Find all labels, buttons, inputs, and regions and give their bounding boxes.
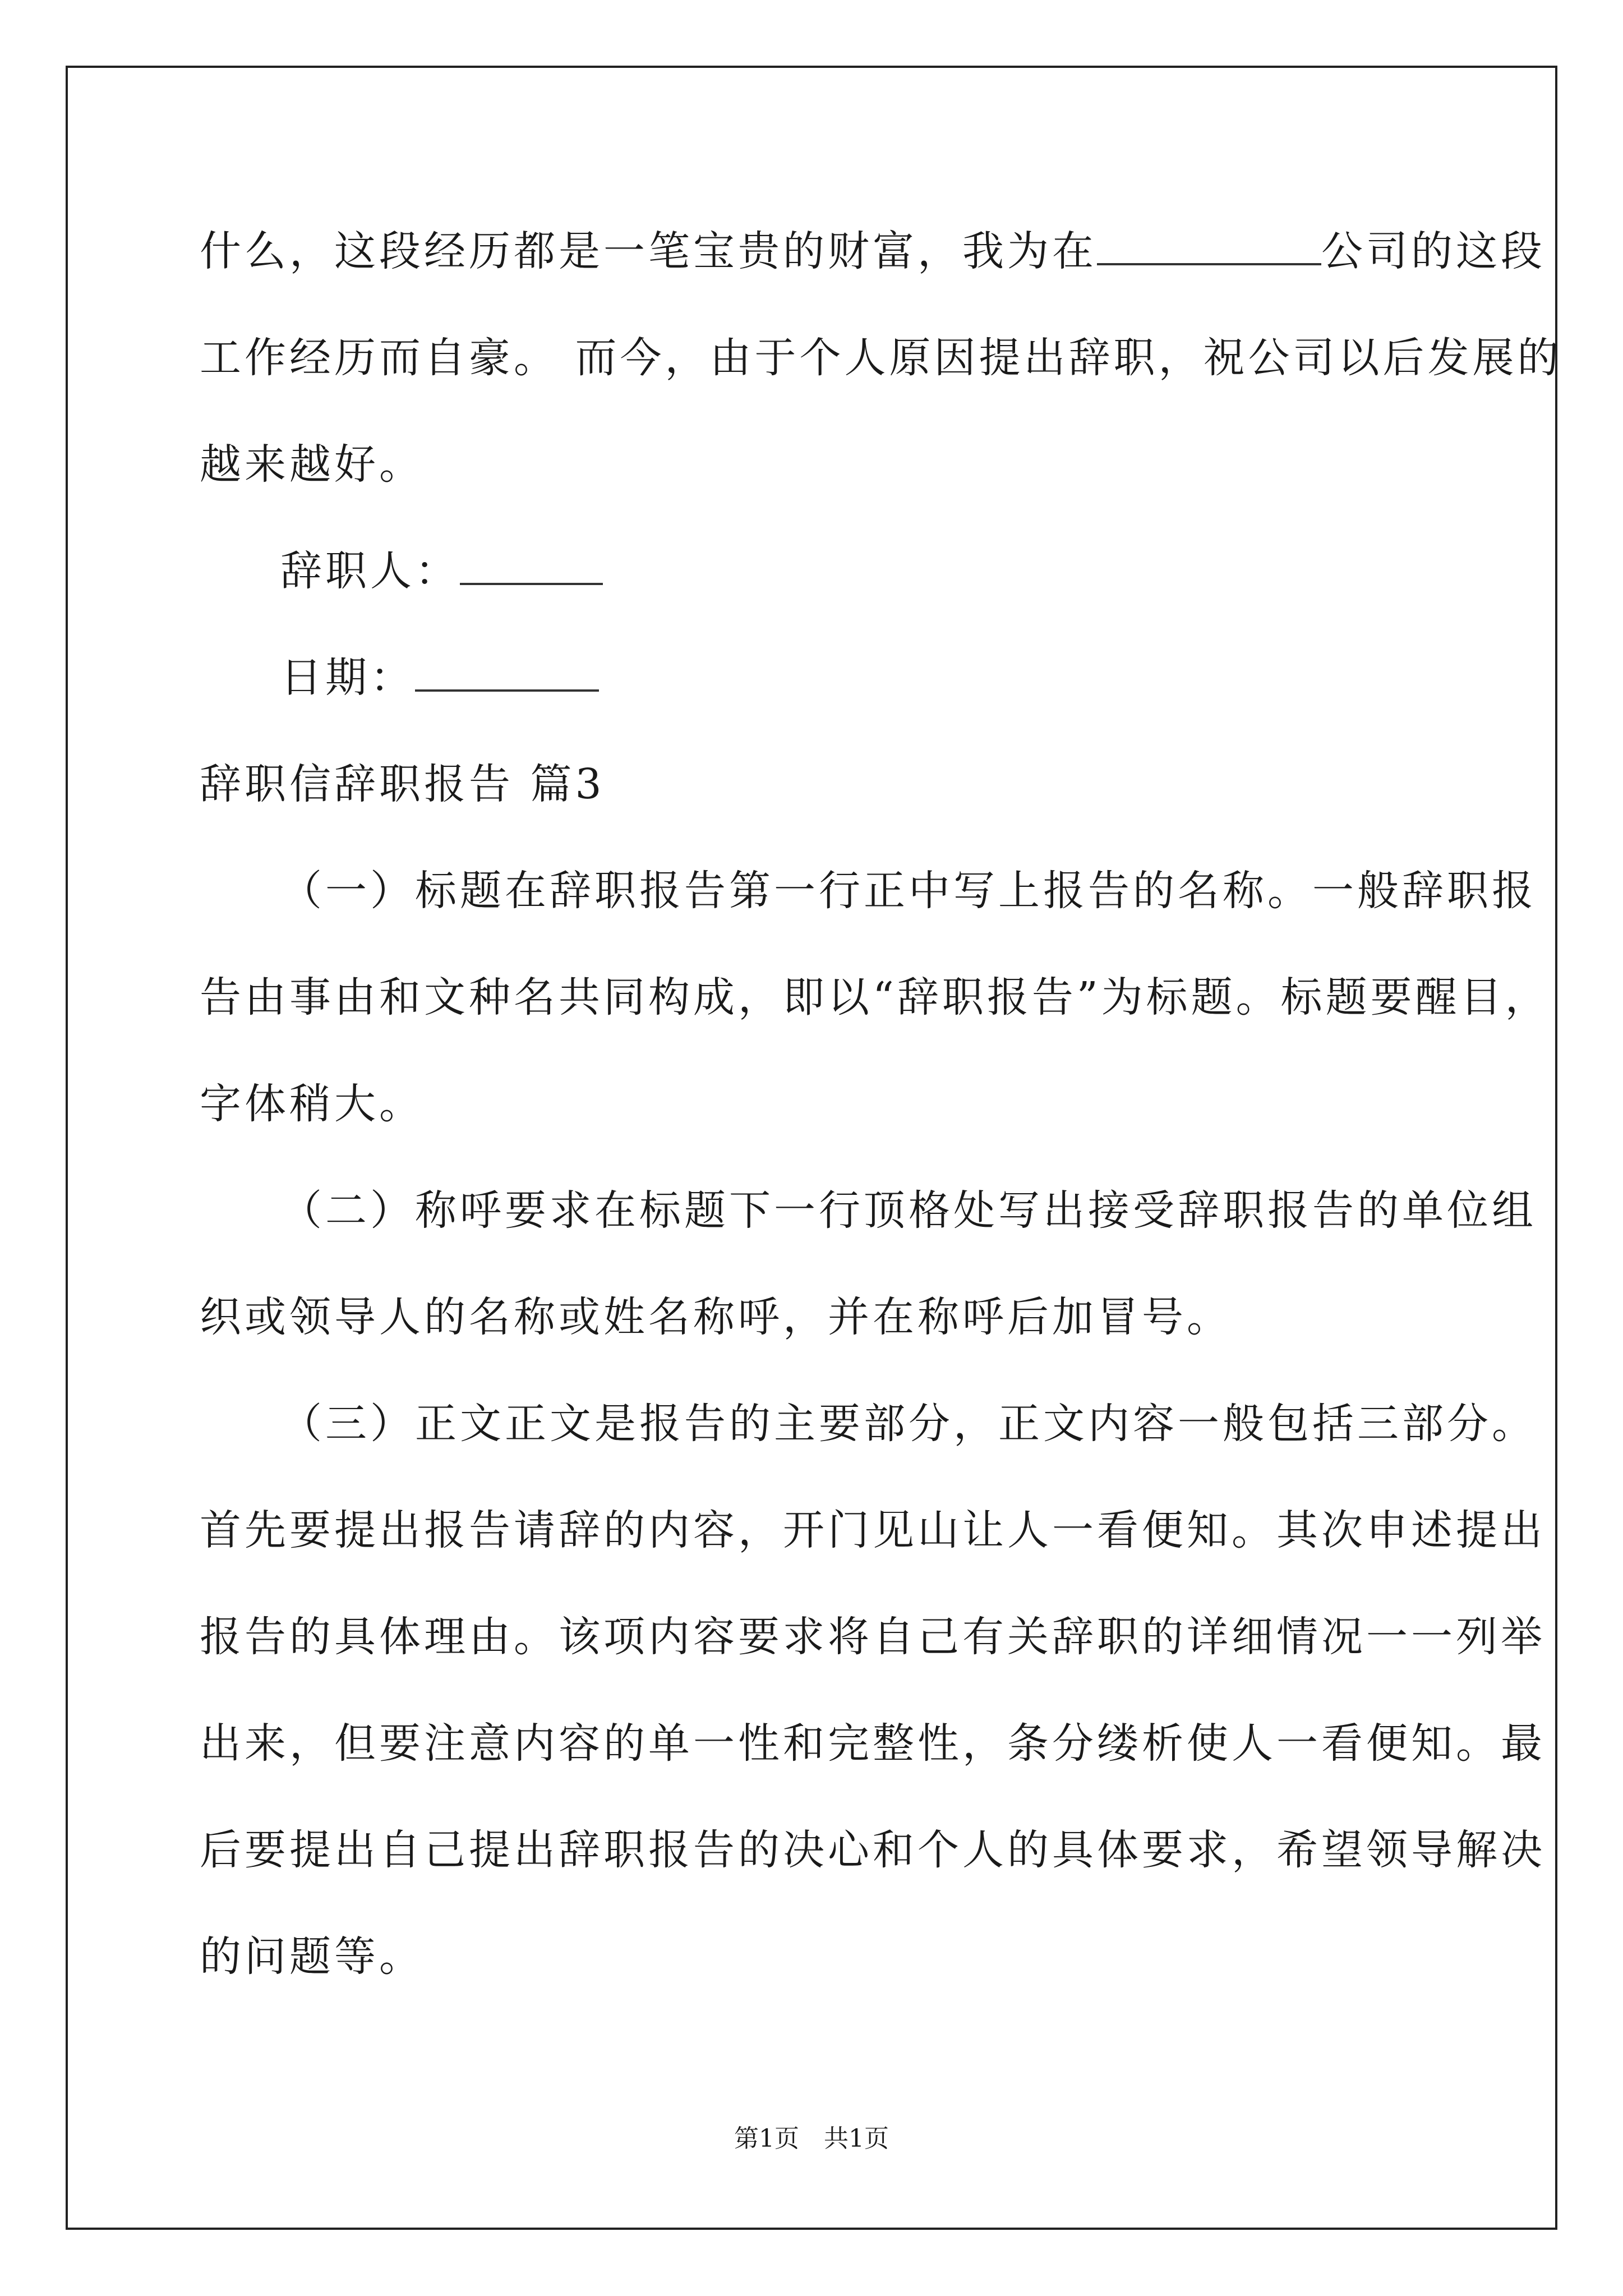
text-line: 织或领导人的名称或姓名称呼，并在称呼后加冒号。 [200,1293,1232,1341]
text-line: 越来越好。 [200,440,424,489]
resigner-blank [460,548,603,585]
date-blank [415,655,599,692]
text-line: 的问题等。 [200,1932,424,1981]
text-fragment: 公司的这段 [1321,227,1546,275]
text-line: （二）称呼要求在标题下一行顶格处写出接受辞职报告的单位组 [280,1186,1537,1235]
text-line: 告由事由和文种名共同构成，即以“辞职报告”为标题。标题要醒目， [200,973,1550,1022]
text-line: （三）正文正文是报告的主要部分，正文内容一般包括三部分。 [280,1400,1537,1448]
resigner-label: 辞职人： [280,547,460,595]
text-line: 字体稍大。 [200,1080,424,1128]
text-fragment: 什么，这段经历都是一笔宝贵的财富，我为在 [200,227,1097,275]
date-label: 日期： [280,654,415,702]
section-title: 辞职信辞职报告 篇3 [200,760,605,808]
page-frame [66,66,1557,2230]
text-line: （一）标题在辞职报告第一行正中写上报告的名称。一般辞职报 [280,867,1537,915]
resigner-line [280,546,603,596]
text-line: 工作经历而自豪。 而今，由于个人原因提出辞职，祝公司以后发展的 [200,334,1562,382]
text-line [200,226,1546,277]
company-blank [1097,228,1321,265]
page-number: 第1页 共1页 [734,2124,889,2153]
text-line: 出来，但要注意内容的单一性和完整性，条分缕析使人一看便知。最 [200,1719,1546,1768]
date-line [280,652,599,703]
text-line: 首先要提出报告请辞的内容，开门见山让人一看便知。其次申述提出 [200,1506,1546,1554]
text-line: 后要提出自己提出辞职报告的决心和个人的具体要求，希望领导解决 [200,1826,1546,1874]
text-line: 报告的具体理由。该项内容要求将自己有关辞职的详细情况一一列举 [200,1613,1546,1661]
